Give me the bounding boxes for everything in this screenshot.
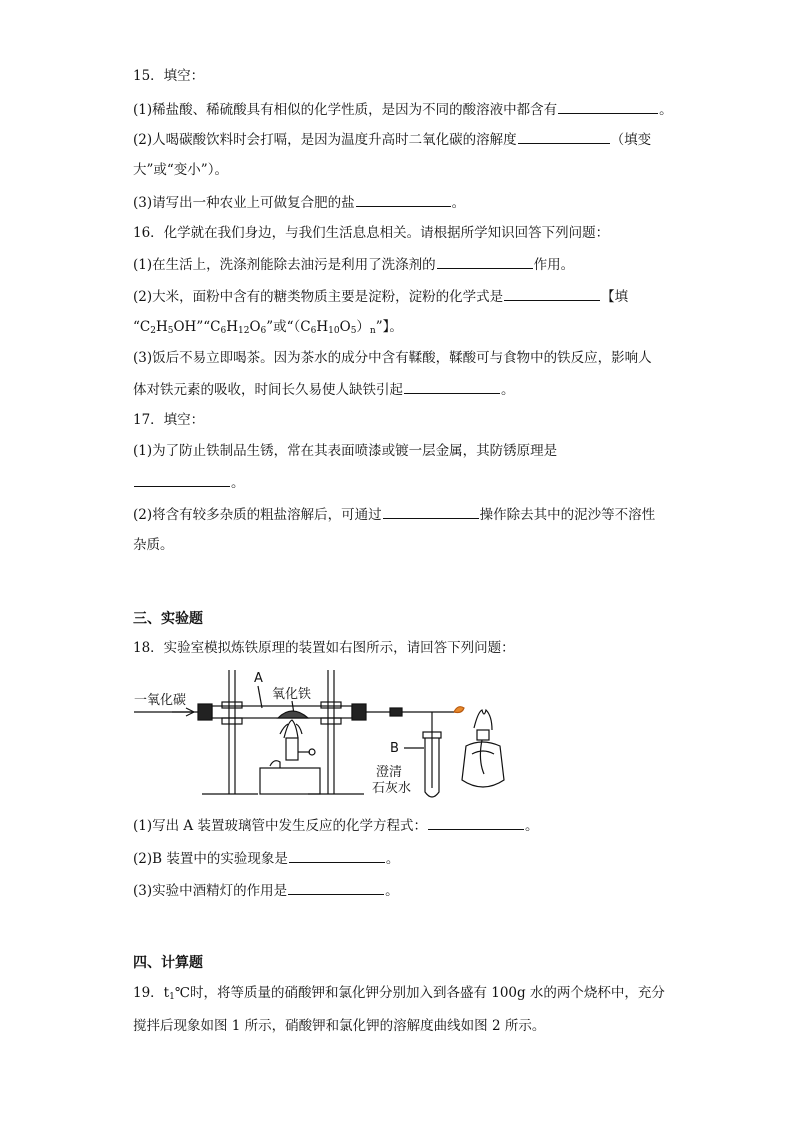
q17-part1-end: 。 (231, 475, 245, 491)
q19-number: 19．t (133, 985, 170, 1001)
formula-sub: 5 (350, 326, 357, 336)
b-label: B (390, 741, 399, 756)
lamp-wick (480, 740, 484, 774)
q16-part3-end: 。 (501, 382, 515, 398)
q15-part3-end: 。 (451, 195, 466, 211)
q17-part2-cont: 杂质。 (133, 537, 174, 553)
formula-sub: 12 (237, 326, 250, 336)
burner-inlet (270, 761, 280, 768)
alcohol-lamp-body (462, 742, 504, 787)
limewater-label-2: 石灰水 (372, 781, 412, 796)
burner-base (260, 768, 320, 794)
formula-sub: n (369, 326, 376, 336)
fe2o3-label: 氧化铁 (272, 687, 312, 702)
q16-part2-formulas (133, 317, 403, 337)
right-clamp-top (321, 702, 341, 708)
lamp-flame (474, 710, 492, 730)
q16-part3-text: 体对铁元素的吸收，时间长久易使人缺铁引起 (133, 382, 403, 398)
q15-part3 (133, 192, 465, 213)
q16-part3: (3)饭后不易立即喝茶。因为茶水的成分中含有鞣酸，鞣酸可与食物中的铁反应，影响人 (133, 350, 652, 366)
q15-part1-text: (1)稀盐酸、稀硫酸具有相似的化学性质，是因为不同的酸溶液中都含有 (133, 102, 558, 118)
q15-part2-text: (2)人喝碳酸饮料时会打嗝，是因为温度升高时二氧化碳的溶解度 (133, 132, 517, 148)
answer-blank[interactable] (428, 815, 524, 830)
q18-part1-end: 。 (524, 818, 539, 834)
burner-tube (286, 738, 298, 760)
q16-part2 (133, 286, 628, 307)
right-stopper (352, 704, 366, 720)
q15-part2-cont: 大”或“变小”）。 (133, 162, 228, 178)
answer-blank[interactable] (356, 192, 451, 207)
iron-oxide-powder (278, 711, 308, 718)
q15-part1-end: 。 (659, 102, 673, 118)
formula-text: H (226, 319, 238, 335)
answer-blank[interactable] (383, 504, 479, 519)
q17-title: 17．填空： (133, 412, 205, 428)
formula-text: ） (356, 319, 370, 335)
answer-blank[interactable] (288, 880, 384, 895)
q17-part2 (133, 504, 655, 525)
formula-text: “C (133, 319, 151, 335)
formula-sub: 2 (150, 326, 156, 336)
formula-text: H (155, 319, 168, 335)
apparatus-diagram (132, 668, 512, 810)
answer-blank[interactable] (504, 286, 600, 301)
formula-text: H (316, 319, 329, 335)
left-clamp-top (222, 702, 242, 708)
formula-text: ”或“（C (266, 319, 311, 335)
section-heading-calculation: 四、计算题 (133, 955, 203, 971)
formula-text: O (339, 319, 351, 335)
answer-blank[interactable] (518, 129, 610, 144)
burner-flame (284, 720, 298, 738)
q18-part3-end: 。 (385, 883, 399, 899)
q15-part2-hint: （填变 (610, 132, 652, 148)
q19-text: ℃时，将等质量的硝酸钾和氯化钾分别加入到各盛有 100g 水的两个烧杯中，充分 (174, 985, 665, 1001)
q15-part1 (133, 99, 673, 120)
answer-blank[interactable] (404, 379, 500, 394)
lamp-liquid-line (472, 751, 494, 754)
q16-part3-cont (133, 379, 515, 400)
answer-blank[interactable] (558, 99, 658, 114)
formula-sub: 6 (310, 326, 317, 336)
a-pointer (258, 686, 262, 708)
answer-blank[interactable] (134, 472, 230, 487)
q18-part3 (133, 880, 399, 901)
left-clamp-bottom (222, 718, 242, 724)
q17-part2-text-b: 操作除去其中的泥沙等不溶性 (479, 507, 656, 523)
formula-text: OH”“C (173, 319, 221, 335)
q18-title: 18．实验室模拟炼铁原理的装置如右图所示，请回答下列问题： (133, 640, 515, 656)
formula-text: O (249, 319, 261, 335)
answer-blank[interactable] (289, 848, 385, 863)
q18-part1 (133, 815, 538, 836)
q16-part1 (133, 254, 574, 275)
q15-part3-text: (3)请写出一种农业上可做复合肥的盐 (133, 195, 355, 211)
right-clamp-bottom (321, 718, 341, 724)
co-label: 一氧化碳 (134, 693, 187, 708)
lamp-wick-holder (477, 730, 489, 740)
q17-part1-cont (133, 472, 245, 493)
q16-part1-text: (1)在生活上，洗涤剂能除去油污是利用了洗涤剂的 (133, 257, 436, 273)
exhaust-flame (454, 707, 464, 713)
section-heading-experiment: 三、实验题 (133, 611, 203, 627)
answer-blank[interactable] (437, 254, 533, 269)
q16-part1-end: 作用。 (533, 257, 575, 273)
q16-part2-text: (2)大米，面粉中含有的糖类物质主要是淀粉，淀粉的化学式是 (133, 289, 504, 305)
q19-sub: 1 (169, 992, 175, 1002)
formula-sub: 6 (220, 326, 227, 336)
formula-sub: 5 (167, 326, 174, 336)
q19-line1 (133, 983, 665, 1003)
outlet-connector (390, 708, 402, 716)
q18-part3-text: (3)实验中酒精灯的作用是 (133, 883, 288, 899)
a-label: A (254, 671, 263, 686)
limewater-label-1: 澄清 (376, 765, 403, 780)
q15-part2 (133, 129, 651, 150)
q18-part1-text: (1)写出 A 装置玻璃管中发生反应的化学方程式： (133, 818, 427, 834)
formula-text: ”】。 (375, 319, 403, 335)
q16-title: 16．化学就在我们身边，与我们生活息息相关。请根据所学知识回答下列问题： (133, 225, 610, 241)
q17-part1: (1)为了防止铁制品生锈，常在其表面喷漆或镀一层金属，其防锈原理是 (133, 443, 558, 459)
q16-part2-hint: 【填 (601, 289, 629, 305)
q18-part2-text: (2)B 装置中的实验现象是 (133, 851, 288, 867)
q18-part2 (133, 848, 399, 869)
q15-title: 15．填空： (133, 68, 205, 84)
q18-part2-end: 。 (385, 851, 400, 867)
formula-sub: 10 (328, 326, 340, 336)
formula-sub: 6 (260, 326, 267, 336)
q17-part2-text: (2)将含有较多杂质的粗盐溶解后，可通过 (133, 507, 382, 523)
q19-line2: 搅拌后现象如图 1 所示，硝酸钾和氯化钾的溶解度曲线如图 2 所示。 (133, 1018, 546, 1034)
left-stopper (198, 704, 212, 720)
